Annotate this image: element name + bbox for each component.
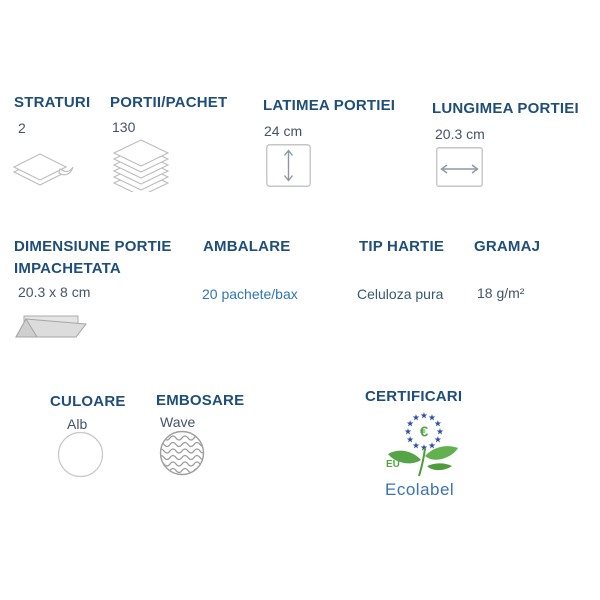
ambalare-label: AMBALARE [203,238,291,255]
folded-napkin-icon [10,310,90,344]
ecolabel-star: ★ [428,440,436,450]
length-arrow-box-icon [436,147,483,187]
two-ply-sheets-icon [10,142,74,188]
ecolabel-star: ★ [404,426,412,436]
straturi-label: STRATURI [14,94,91,111]
dimensiune-portie-label: DIMENSIUNE PORTIE IMPACHETATA [14,238,172,277]
culoare-value: Alb [67,416,88,432]
embosare-label: EMBOSARE [156,392,245,409]
tip-hartie-value: Celuloza pura [357,286,444,302]
ambalare-value: 20 pachete/bax [202,286,298,302]
ecolabel-star: ★ [434,434,442,444]
portii-pachet-label: PORTII/PACHET [110,94,228,111]
ecolabel-star: ★ [412,440,420,450]
width-arrow-box-icon [266,144,311,187]
ecolabel-star: ★ [420,410,428,420]
ecolabel-euro-symbol: € [419,423,429,441]
embosare-value: Wave [160,414,196,430]
color-swatch-circle-icon [57,431,104,478]
ecolabel-star: ★ [412,413,420,423]
culoare-label: CULOARE [50,393,126,410]
ecolabel-star: ★ [428,413,436,423]
wave-embossing-icon [158,429,206,477]
sheet-stack-icon [106,136,176,192]
ecolabel-small-leaf [427,463,452,470]
ecolabel-stem [419,448,425,476]
ecolabel-star: ★ [434,418,442,428]
portii-pachet-value: 130 [112,119,136,135]
gramaj-value: 18 g/m² [477,285,525,301]
lungimea-portiei-label: LUNGIMEA PORTIEI [432,100,579,117]
ecolabel-star: ★ [406,434,414,444]
ecolabel-star: ★ [420,442,428,452]
ecolabel-star: ★ [436,426,444,436]
latimea-portiei-value: 24 cm [264,123,303,139]
tip-hartie-label: TIP HARTIE [359,238,445,255]
ecolabel-eu-text: EU [386,459,400,470]
ecolabel-star: ★ [406,418,414,428]
gramaj-label: GRAMAJ [474,238,541,255]
dimensiune-portie-value: 20.3 x 8 cm [18,284,91,300]
eu-ecolabel-logo [384,408,464,504]
certificari-label: CERTIFICARI [365,388,463,405]
ecolabel-name-text: Ecolabel [385,480,455,499]
lungimea-portiei-value: 20.3 cm [435,126,485,142]
latimea-portiei-label: LATIMEA PORTIEI [263,97,396,114]
straturi-value: 2 [18,120,26,136]
